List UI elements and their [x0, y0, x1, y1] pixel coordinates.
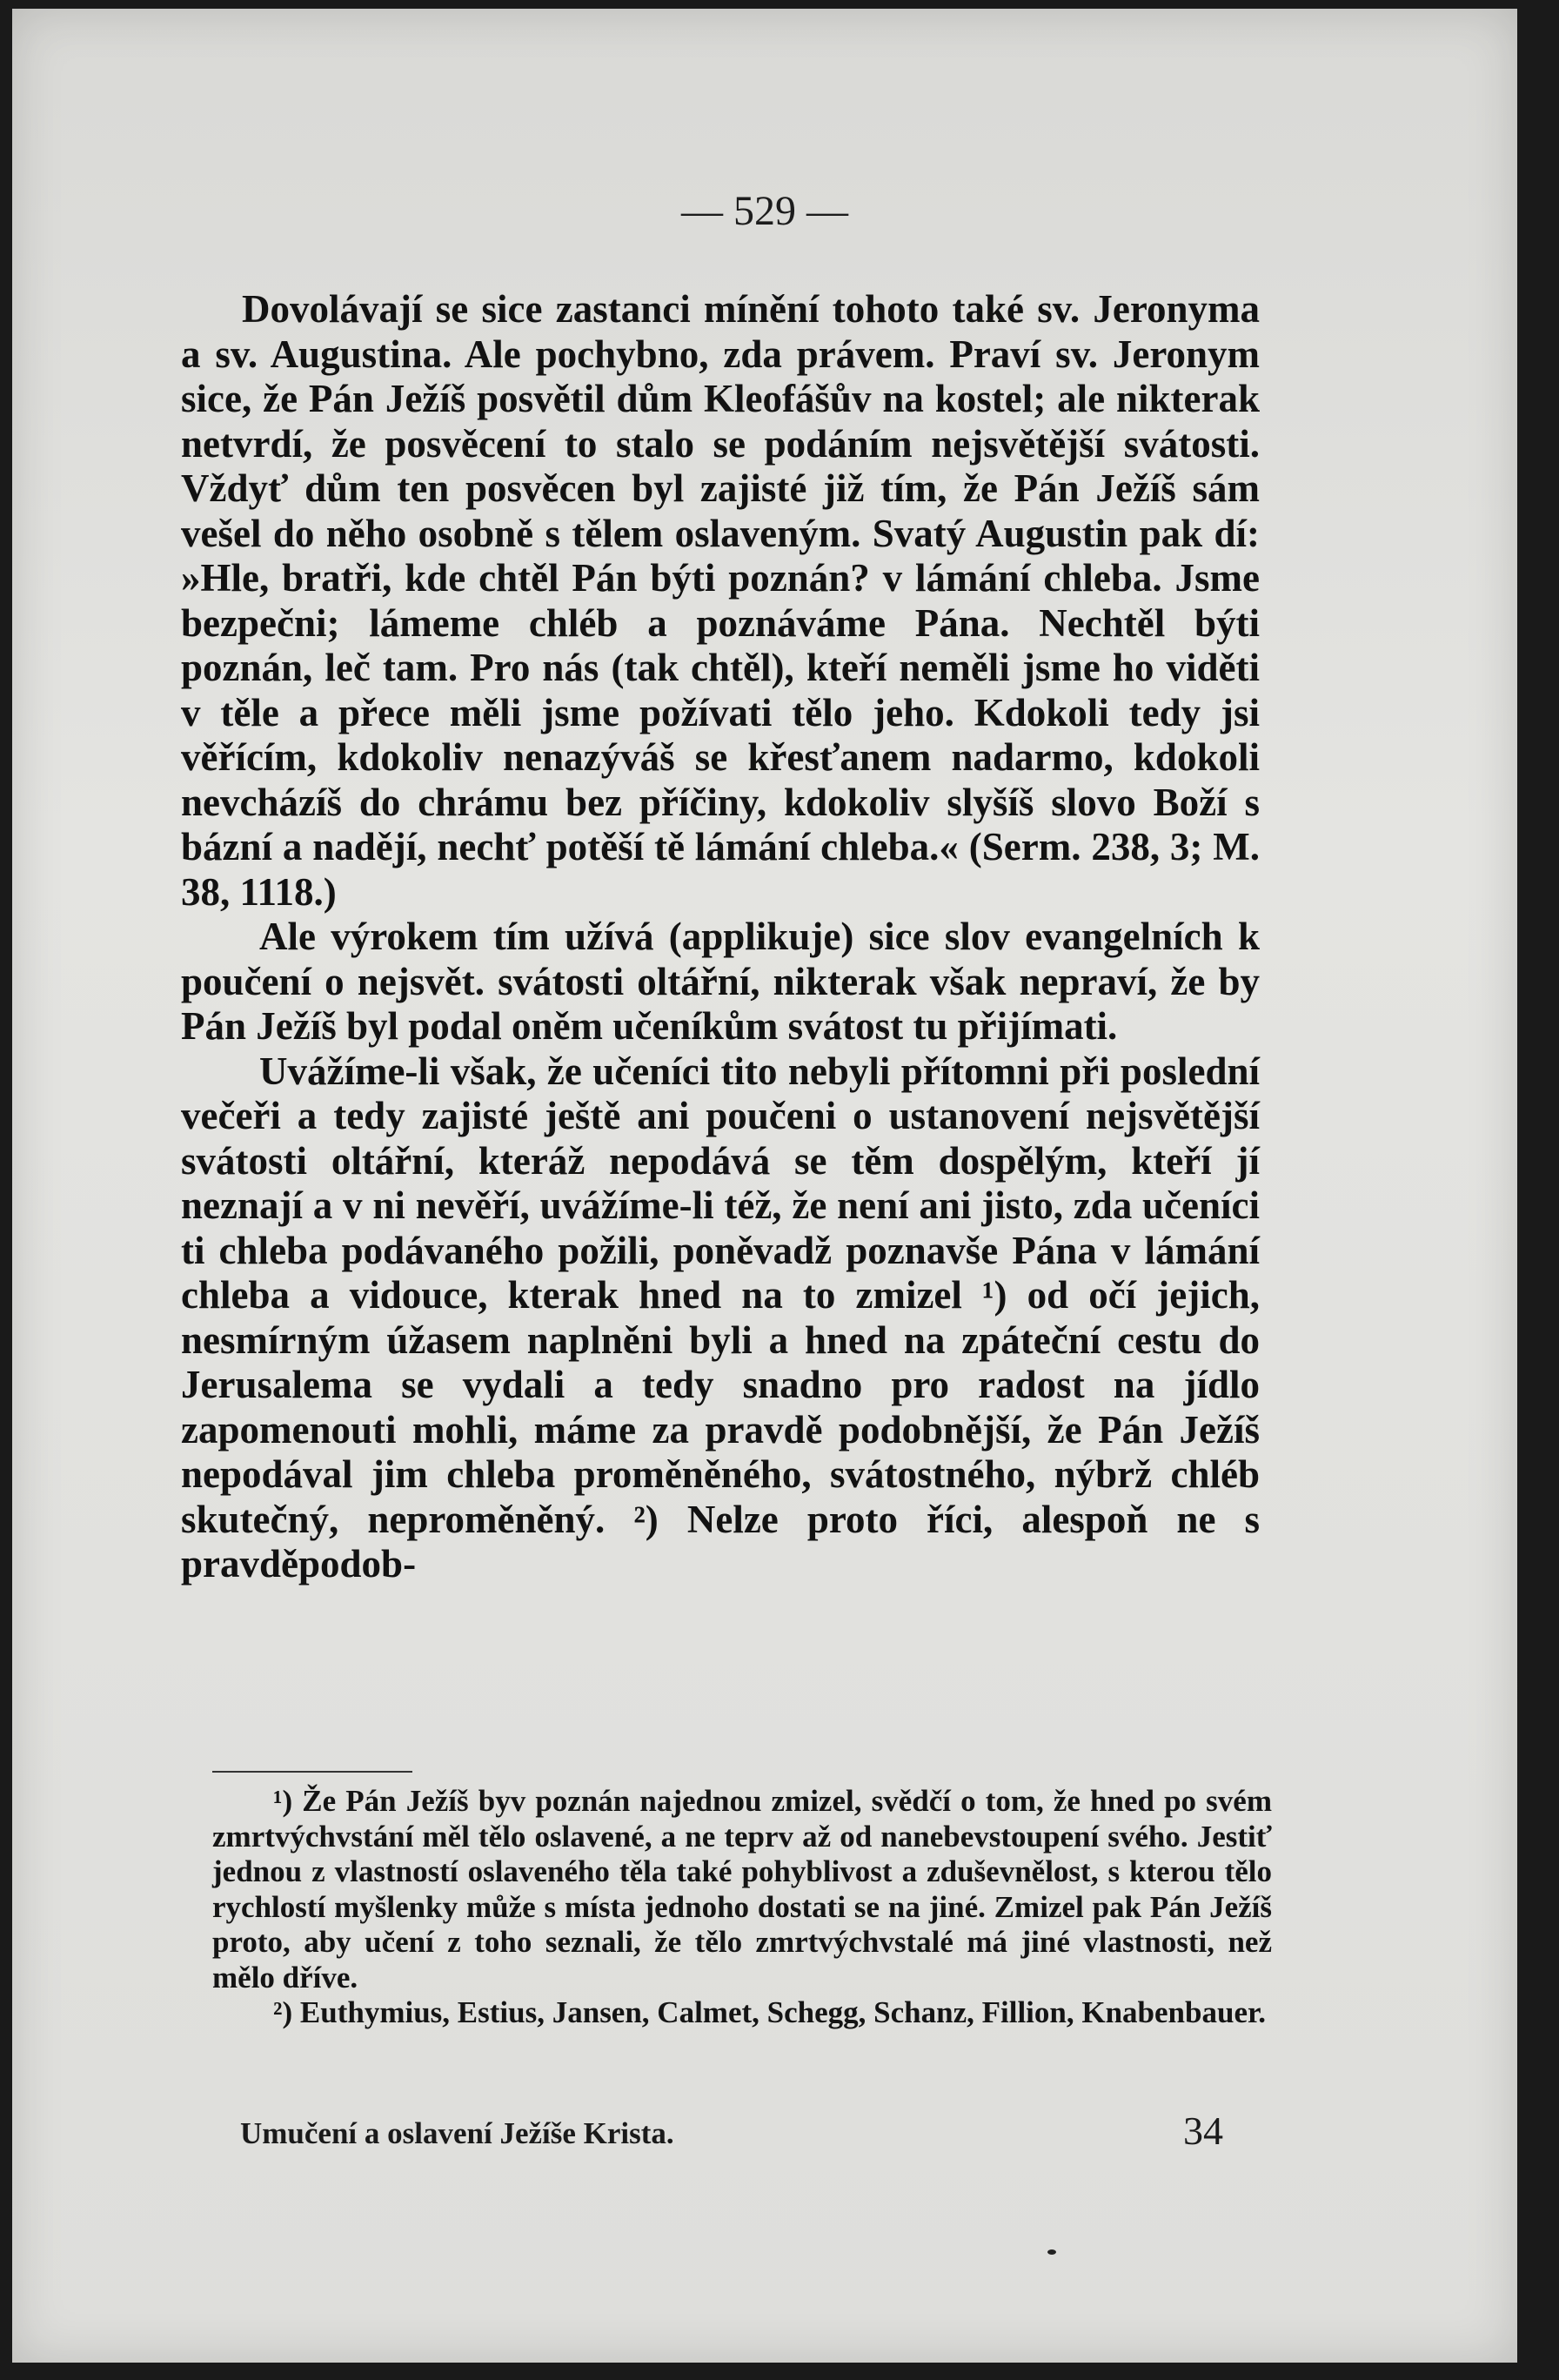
signature-mark: 34	[1183, 2108, 1223, 2153]
book-title: Umučení a oslavení Ježíše Krista.	[240, 2116, 674, 2150]
paragraph: Uvážíme-li však, že učeníci tito nebyli přítomni při poslední večeři a tedy zajisté ještě ani poučeni o ustanovení nejsvětější svátosti oltářní, kteráž nepodává se těm dospělým, kteří jí neznají a v ni nevěří, uvážíme-li též, že není ani jisto, zda učeníci ti chleba podávaného požili, poněvadž poznavše Pána v lámání chleba a vidouce, kterak hned na to zmizel ¹) od očí jejich, nesmírným úžasem naplněni byli a hned na zpáteční cestu do Jerusalema se vydali a tedy snadno pro radost na jídlo zapomenouti mohli, máme za pravdě podobnější, že Pán Ježíš nepodával jim chleba proměněného, svátostného, nýbrž chléb skutečný, neproměněný. ²) Nelze proto říci, alespoň ne s pravděpodob-	[181, 1049, 1260, 1586]
footnote: ¹) Že Pán Ježíš byv poznán najednou zmizel, svědčí o tom, že hned po svém zmrtvýchvstání měl tělo oslavené, a ne teprv až od nanebevstoupení svého. Jestiť jednou z vlastností oslaveného těla také pohyblivost a zduševnělost, s kterou tělo rychlostí myšlenky může s místa jednoho dostati se na jiné. Zmizel pak Pán Ježíš proto, aby učení z toho seznali, že tělo zmrtvýchvstalé má jiné vlastnosti, než mělo dříve.	[212, 1784, 1272, 1995]
footnote: ²) Euthymius, Estius, Jansen, Calmet, Schegg, Schanz, Fillion, Knabenbauer.	[273, 1995, 1267, 2029]
footnotes	[212, 1784, 1272, 2031]
main-text	[181, 287, 1260, 1587]
ink-speck	[1047, 2249, 1056, 2255]
footnote-rule	[212, 1771, 412, 1773]
book-page	[12, 9, 1517, 2363]
page-footer	[240, 2108, 1223, 2153]
paragraph: Ale výrokem tím užívá (applikuje) sice slov evangelních k poučení o nejsvět. svátosti oltářní, nikterak však nepraví, že by Pán Ježíš byl podal oněm učeníkům svátost tu přijímati.	[181, 915, 1260, 1048]
paragraph: Dovolávají se sice zastanci mínění tohoto také sv. Jeronyma a sv. Augustina. Ale pochybno, zda právem. Praví sv. Jeronym sice, že Pán Ježíš posvětil dům Kleofášův na kostel; ale nikterak netvrdí, že posvěcení to stalo se podáním nejsvětější svátosti. Vždyť dům ten posvěcen byl zajisté již tím, že Pán Ježíš sám vešel do něho osobně s tělem oslaveným. Svatý Augustin pak dí: »Hle, bratři, kde chtěl Pán býti poznán? v lámání chleba. Jsme bezpečni; lámeme chléb a poznáváme Pána. Nechtěl býti poznán, leč tam. Pro nás (tak chtěl), kteří neměli jsme ho viděti v těle a přece měli jsme požívati tělo jeho. Kdokoli tedy jsi věřícím, kdokoliv nenazýváš se křesťanem nadarmo, kdokoli nevcházíš do chrámu bez příčiny, kdokoliv slyšíš slovo Boží s bázní a nadějí, nechť potěší tě lámání chleba.« (Serm. 238, 3; M. 38, 1118.)	[181, 287, 1260, 914]
page-number: — 529 —	[681, 188, 848, 234]
